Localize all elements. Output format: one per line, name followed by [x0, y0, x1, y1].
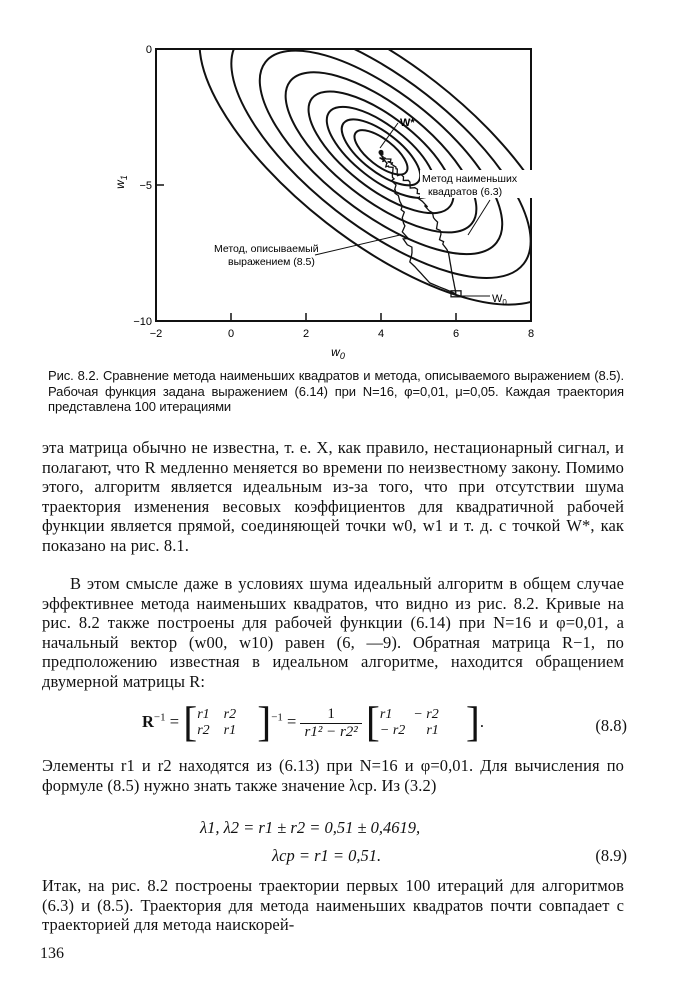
equation-8-8: $R^{-1}$ = [ r1 r2 r2 r1 ]$^{-1}$ = $\frac{1}{\text{r1² − r2²}}$ [ r1 − r2 − r2 r1 ].	[142, 700, 485, 746]
x-tick-label: −2	[149, 328, 163, 340]
label-m85-line1: Метод, описываемый	[214, 243, 319, 255]
eq88-sup: −1	[153, 711, 166, 724]
x-tick-label: 8	[527, 328, 535, 340]
x-tick-label: 0	[227, 328, 235, 340]
optimum-point-marker	[379, 150, 384, 155]
leader-wstar	[380, 123, 398, 148]
paragraph-1: эта матрица обычно не известна, т. е. X, как правило, нестационарный сигнал, и полагают, что R медленно меняется во времени по неизвестному закону. Помимо этого, алгоритм является идеальным из-за того, что при отсутствии шума траектория изменения весовых коэффициентов для квадратичной рабочей функции является прямой, соединяющей точки w0, w1 и т. д. с точкой W*, как показано на рис. 8.1.	[42, 438, 624, 555]
y-tick-label: −10	[133, 316, 152, 328]
x-tick-label: 6	[452, 328, 460, 340]
eq88-number: (8.8)	[595, 716, 627, 735]
x-tick-label: 2	[302, 328, 310, 340]
label-lms-line1: Метод наименьших	[422, 173, 518, 185]
convergence-figure	[110, 30, 550, 365]
label-w0: $W_0$	[492, 293, 507, 307]
y-tick-label: 0	[145, 44, 152, 56]
page-number: 136	[40, 945, 64, 962]
leader-lms	[468, 200, 490, 235]
label-lms-line2: квадратов (6.3)	[428, 186, 503, 198]
eq88-fraction: $\frac{1}{\text{r1² − r2²}}$	[300, 706, 361, 741]
y-axis-label: $w_1$	[113, 175, 129, 189]
equation-8-9-line2: λср = r1 = 0,51.	[272, 846, 382, 865]
figure-caption: Рис. 8.2. Сравнение метода наименьших квадратов и метода, описываемого выражением (8.5). Рабочая функция задана выражением (6.14) при N=16, φ=0,01, μ=0,05. Каждая траектория представлена 100 итерациями	[48, 368, 624, 414]
eq88-matrix-2: r1 − r2 − r2 r1	[379, 707, 439, 738]
equation-8-9-line1: λ1, λ2 = r1 ± r2 = 0,51 ± 0,4619,	[200, 818, 421, 837]
label-wstar: W*	[400, 117, 415, 129]
y-tick-label: −5	[139, 180, 152, 192]
paragraph-4: Итак, на рис. 8.2 построены траектории первых 100 итераций для алгоритмов (6.3) и (8.5). Траектория для метода наименьших квадратов почти совпадает с траекторией для метода наискорей-	[42, 876, 624, 935]
x-axis-label: $w_0$	[331, 345, 345, 361]
label-m85-line2: выражением (8.5)	[228, 256, 315, 268]
eq88-matrix-1: r1 r2 r2 r1	[197, 707, 237, 738]
paragraph-3: Элементы r1 и r2 находятся из (6.13) при N=16 и φ=0,01. Для вычисления по формуле (8.5) нужно знать также значение λср. Из (3.2)	[42, 756, 624, 795]
paragraph-2: В этом смысле даже в условиях шума идеальный алгоритм в общем случае эффективнее метода наименьших квадратов, что видно из рис. 8.2. Кривые на рис. 8.2 также построены для рабочей функции (6.14) при N=16 и φ=0,01, а начальный вектор (w00, w10) равен (6, —9). Обратная матрица R−1, по предположению известная в идеальном алгоритме, находится обращением двумерной матрицы R:	[42, 574, 624, 691]
x-tick-label: 4	[377, 328, 385, 340]
eq89-number: (8.9)	[595, 846, 627, 865]
eq88-lhs: R	[142, 711, 154, 731]
